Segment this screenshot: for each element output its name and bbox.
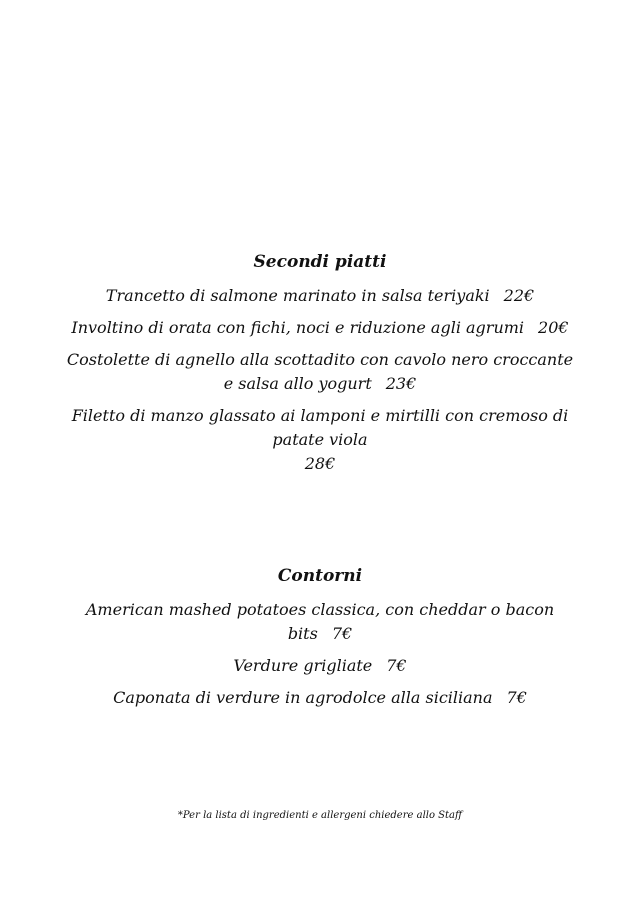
- secondi-piatti-section: [0, 250, 640, 484]
- menu-item: [0, 404, 640, 476]
- menu-item-name: Filetto di manzo glassato ai lamponi e mirtilli con cremoso di patate viola: [71, 406, 569, 449]
- allergen-footnote: *Per la lista di ingredienti e allergeni chiedere allo Staff: [177, 810, 463, 821]
- menu-item-name: Involtino di orata con fichi, noci e riduzione agli agrumi: [71, 318, 525, 337]
- menu-item: [0, 654, 640, 678]
- contorni-section: [0, 564, 640, 718]
- menu-item: [0, 316, 640, 340]
- menu-item-name: Verdure grigliate: [233, 656, 373, 675]
- menu-item: [0, 284, 640, 308]
- menu-item-price: 7€: [386, 656, 407, 675]
- menu-item-name: Trancetto di salmone marinato in salsa teriyaki: [105, 286, 490, 305]
- menu-item-price: 23€: [385, 374, 417, 393]
- contorni-title: Contorni: [277, 566, 363, 586]
- menu-item-price: 22€: [503, 286, 535, 305]
- menu-item-price: 7€: [506, 688, 527, 707]
- menu-item-name: American mashed potatoes classica, con cheddar o bacon bits: [85, 600, 555, 643]
- menu-item-price: 20€: [538, 318, 569, 337]
- menu-item-price: 28€: [304, 454, 336, 473]
- menu-item: [0, 686, 640, 710]
- menu-item-price: 7€: [331, 624, 353, 643]
- menu-item-name: Caponata di verdure in agrodolce alla siciliana: [113, 688, 493, 707]
- menu-item-name: Costolette di agnello alla scottadito con cavolo nero croccante e salsa allo yogurt: [66, 350, 574, 393]
- secondi-piatti-title: Secondi piatti: [253, 252, 387, 272]
- menu-item: [0, 348, 640, 396]
- menu-item: [0, 598, 640, 646]
